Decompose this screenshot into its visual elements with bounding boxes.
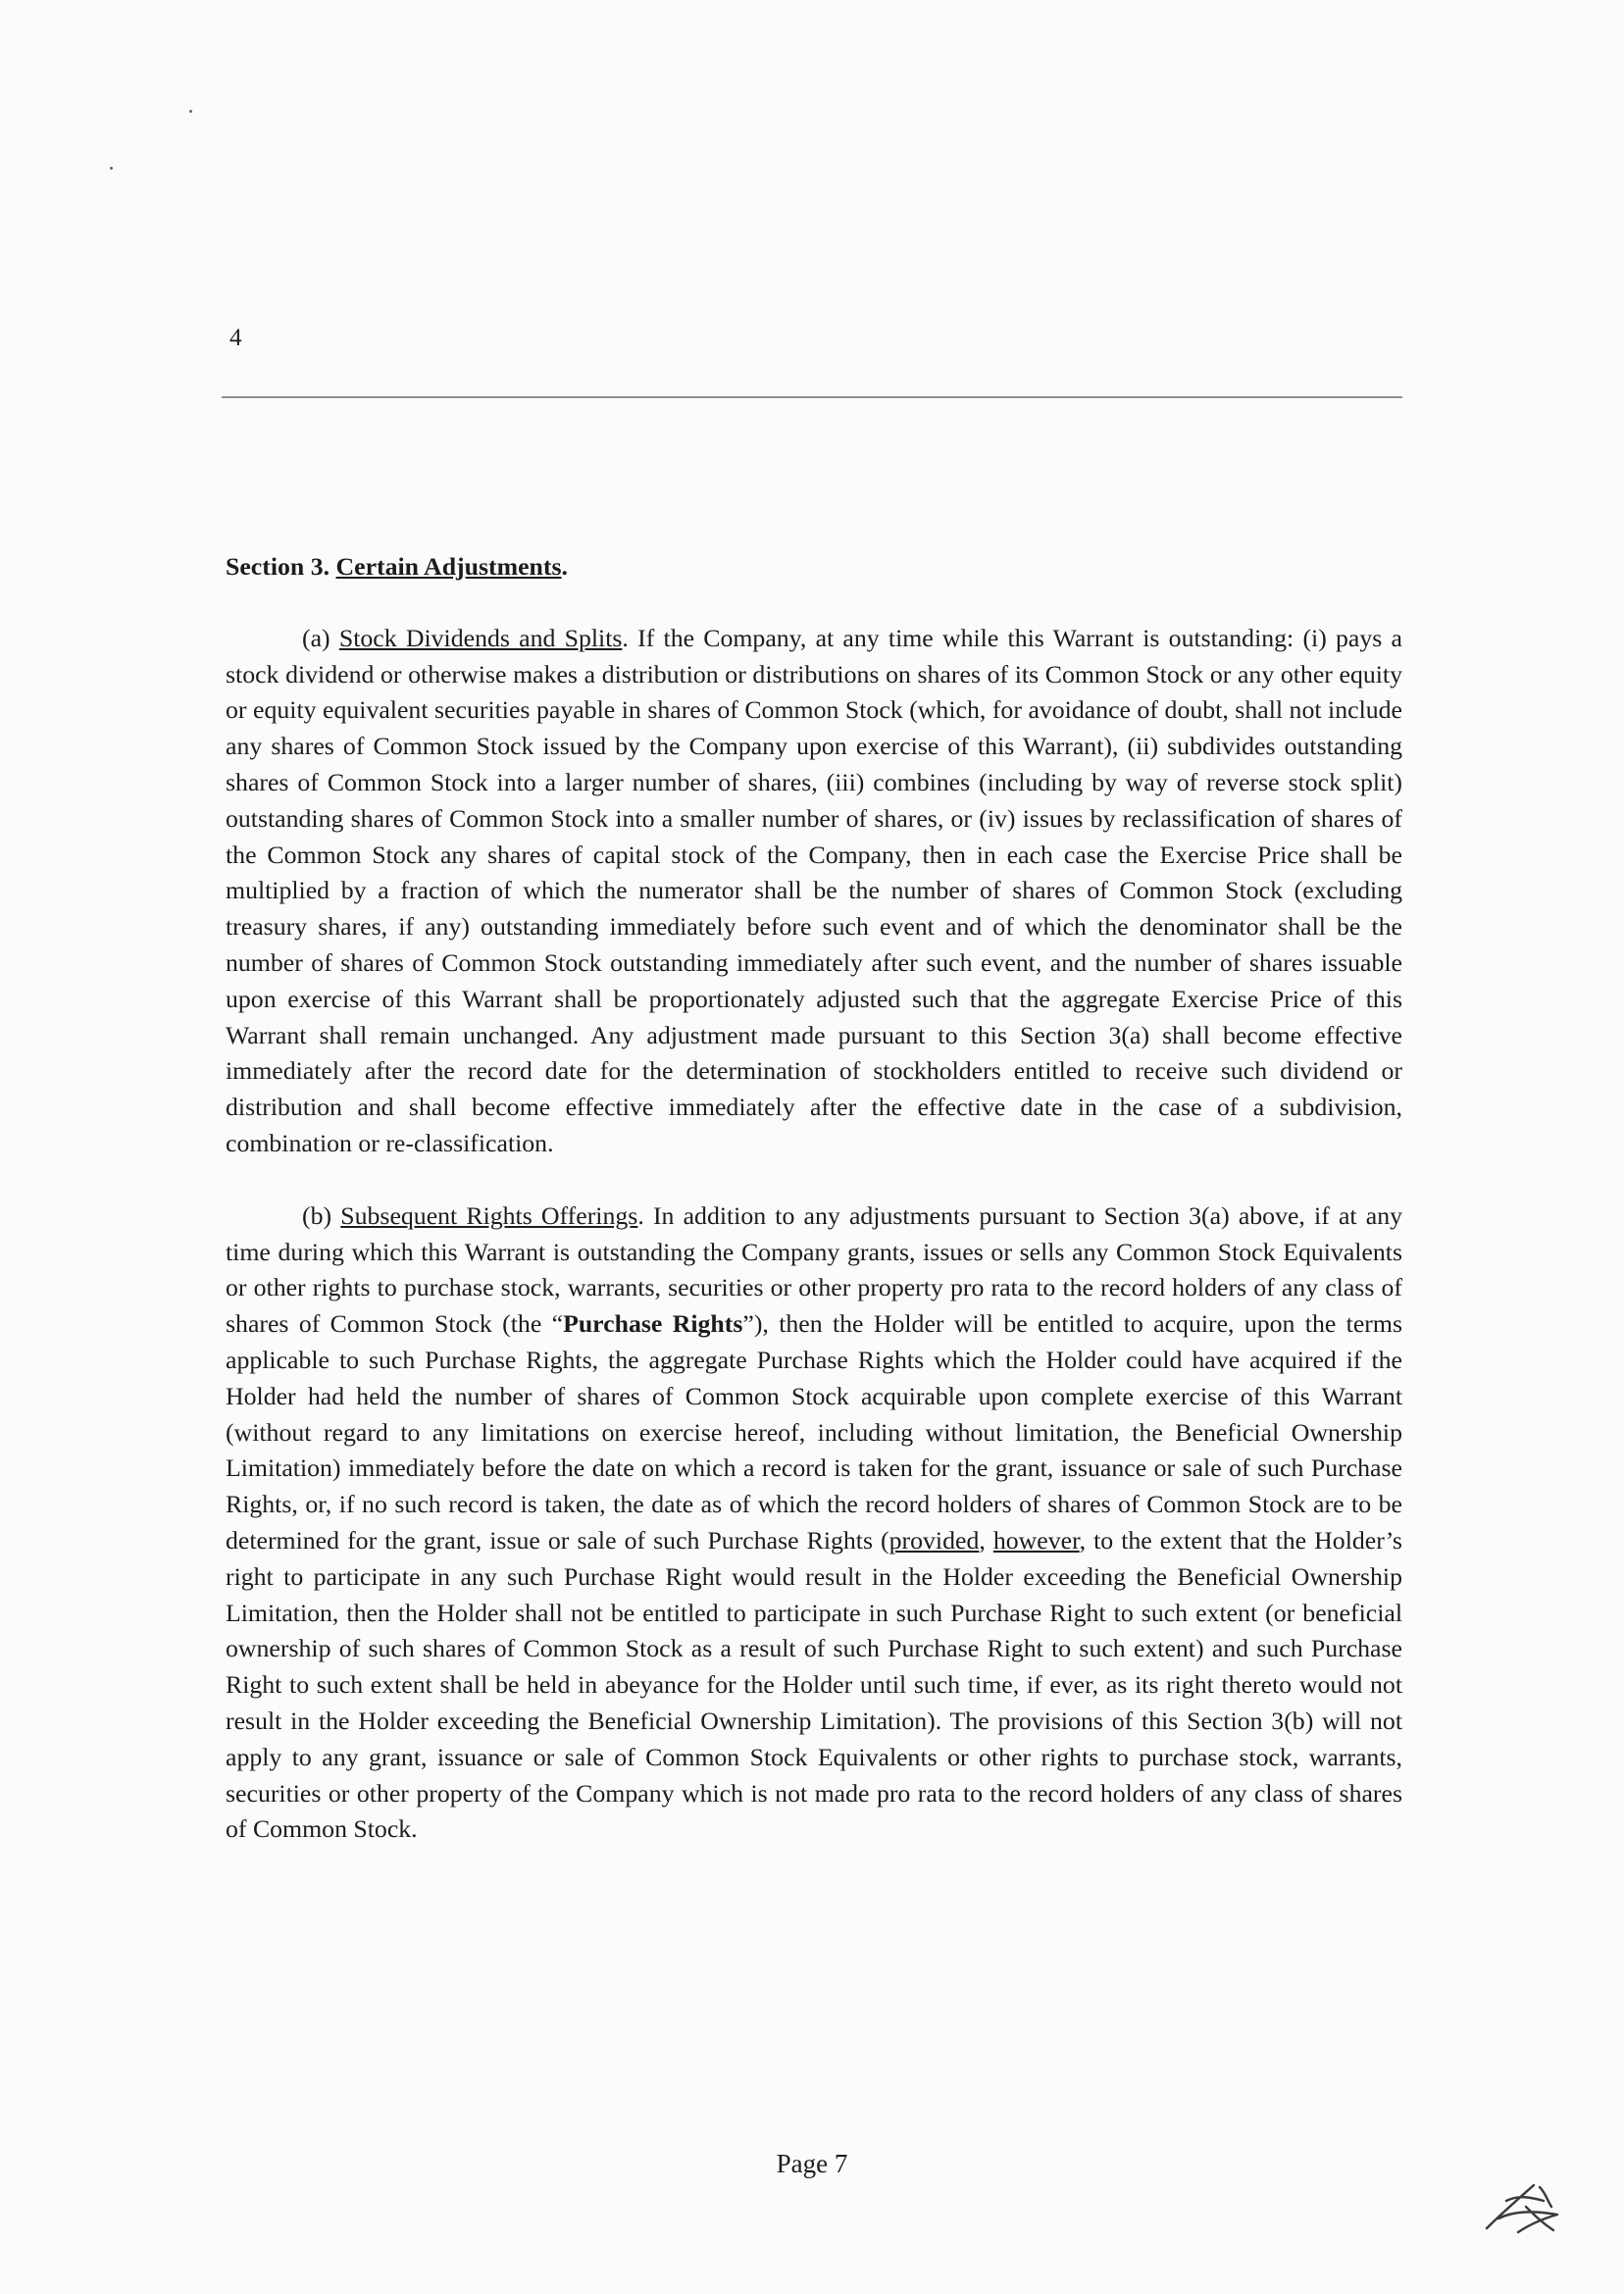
section-heading <box>226 549 1402 586</box>
defined-term-purchase-rights: Purchase Rights <box>563 1309 743 1339</box>
paragraph-b <box>226 1198 1402 1848</box>
section-title: Certain Adjustments <box>335 552 562 581</box>
provided-comma: , <box>979 1525 993 1555</box>
paragraph-a-label: (a) <box>302 623 330 652</box>
handwritten-initials <box>1479 2171 1567 2240</box>
paragraph-b-heading: Subsequent Rights Offerings <box>340 1200 638 1230</box>
paragraph-b-label: (b) <box>302 1200 332 1230</box>
header-page-number: 4 <box>229 325 242 351</box>
paragraph-b-text-1: In addition to any adjustments pursuant to Section 3(a) above, if at any time during which this Warrant is outstanding the Company grants, issues or sells any Common Stock Equivalents or other rights to purchase stock, warrants, securities or other property pro rata to the record holders of any class of shares of Common Stock (the “ <box>226 1200 1402 1339</box>
paragraph-b-heading-period: . <box>637 1200 644 1230</box>
provided-term: provided <box>888 1525 980 1555</box>
paragraph-a-text: If the Company, at any time while this Warrant is outstanding: (i) pays a stock dividend or otherwise makes a distribution or distributions on shares of its Common Stock or any other equity or equity equivalent securities payable in shares of Common Stock (which, for avoidance of doubt, shall not include any shares of Common Stock issued by the Company upon exercise of this Warrant), (ii) subdivides outstanding shares of Common Stock into a larger number of shares, (iii) combines (including by way of reverse stock split) outstanding shares of Common Stock into a smaller number of shares, or (iv) issues by reclassification of shares of the Common Stock any shares of capital stock of the Company, then in each case the Exercise Price shall be multiplied by a fraction of which the numerator shall be the number of shares of Common Stock (excluding treasury shares, if any) outstanding immediately before such event and of which the denominator shall be the number of shares of Common Stock outstanding immediately after such event, and the number of shares issuable upon exercise of this Warrant shall be proportionately adjusted such that the aggregate Exercise Price of this Warrant shall remain unchanged. Any adjustment made pursuant to this Section 3(a) shall become effective immediately after the record date for the determination of stockholders entitled to receive such dividend or distribution and shall become effective immediately after the effective date in the case of a subdivision, combination or re-classification. <box>226 623 1402 1157</box>
footer-page-label: Page 7 <box>776 2149 848 2178</box>
paragraph-b-text-2: ”), then the Holder will be entitled to acquire, upon the terms applicable to such Purchase Rights, the aggregate Purchase Rights which the Holder could have acquired if the Holder had held the number of shares of Common Stock acquirable upon complete exercise of this Warrant (without regard to any limitations on exercise hereof, including without limitation, the Beneficial Ownership Limitation) immediately before the date on which a record is taken for the grant, issuance or sale of such Purchase Rights, or, if no such record is taken, the date as of which the record holders of shares of Common Stock are to be determined for the grant, issue or sale of such Purchase Rights ( <box>226 1309 1402 1555</box>
paragraph-b-text-3: , to the extent that the Holder’s right to participate in any such Purchase Right would result in the Holder exceeding the Beneficial Ownership Limitation, then the Holder shall not be entitled to participate in such Purchase Right to such extent (or beneficial ownership of such shares of Common Stock as a result of such Purchase Right to such extent) and such Purchase Right to such extent shall be held in abeyance for the Holder until such time, if ever, as its right thereto would not result in the Holder exceeding the Beneficial Ownership Limitation). The provisions of this Section 3(b) will not apply to any grant, issuance or sale of Common Stock Equivalents or other rights to purchase stock, warrants, securities or other property of the Company which is not made pro rata to the record holders of any class of shares of Common Stock. <box>226 1525 1402 1844</box>
paragraph-a-heading: Stock Dividends and Splits <box>338 623 623 652</box>
document-body <box>226 549 1402 1884</box>
however-term: however <box>992 1525 1080 1555</box>
paragraph-a-heading-period: . <box>622 623 629 652</box>
scan-speck <box>110 167 113 170</box>
section-number: Section 3. <box>226 552 330 581</box>
scan-speck <box>189 110 192 113</box>
header-divider <box>222 396 1402 398</box>
paragraph-a <box>226 621 1402 1162</box>
section-title-period: . <box>561 552 568 581</box>
